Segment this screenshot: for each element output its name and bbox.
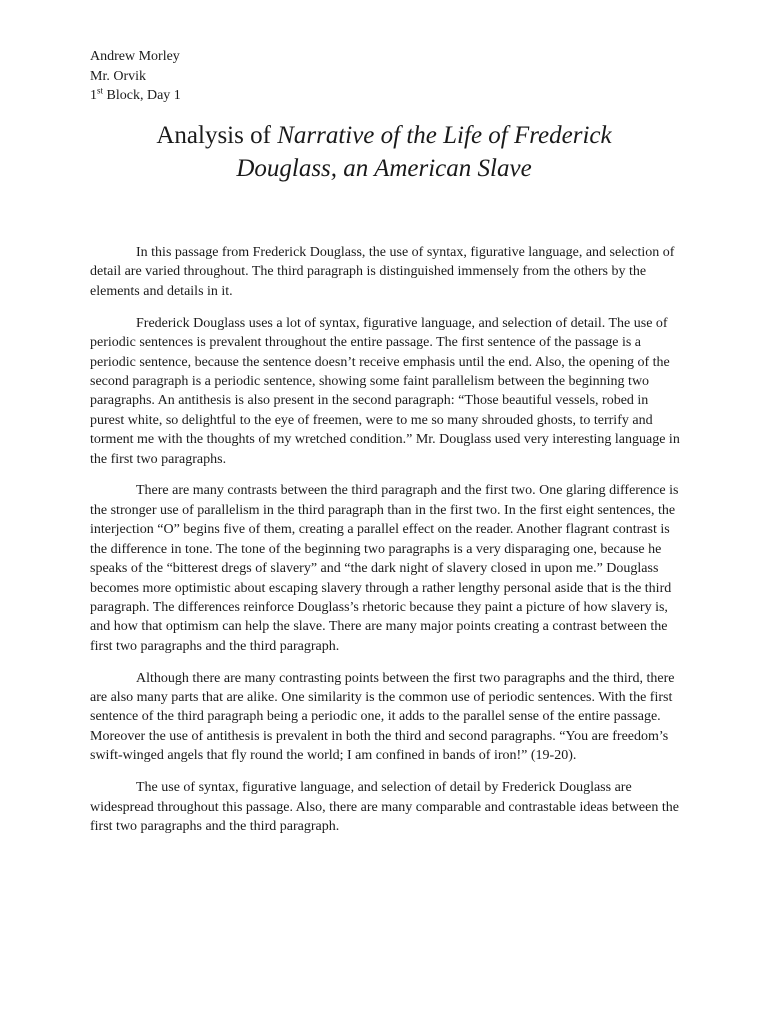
title-prefix: Analysis of xyxy=(156,122,278,149)
paragraph-introduction: In this passage from Frederick Douglass, the use of syntax, figurative language, and selection of detail are varied throughout. The third paragraph is distinguished immensely from the others by the elements and details in it. xyxy=(90,245,675,299)
class-block xyxy=(90,86,181,106)
essay-body xyxy=(90,243,680,849)
block-number: 1 xyxy=(90,88,97,103)
essay-heading xyxy=(90,47,181,106)
title-line-1 xyxy=(90,119,678,152)
paragraph-contrasts: There are many contrasts between the third paragraph and the first two. One glaring difference is the stronger use of parallelism in the third paragraph than in the first two. In the first eight sentences, the interjection “O” begins five of them, creating a parallel effect on the reader. Another flagrant contrast is the difference in tone. The tone of the beginning two paragraphs is a very disparaging one, because he speaks of the “bitterest dregs of slavery” and “the dark night of slavery closed in upon me.” Douglass becomes more optimistic about escaping slavery through a rather lengthy personal aside that is the third paragraph. The differences reinforce Douglass’s rhetoric because they paint a picture of how slavery is, and how that optimism can help the slave. There are many major points creating a contrast between the first two paragraphs and the third paragraph. xyxy=(90,483,679,654)
paragraph-conclusion: The use of syntax, figurative language, and selection of detail by Frederick Douglass are widespread throughout this passage. Also, there are many comparable and contrastable ideas between the first two paragraphs and the third paragraph. xyxy=(90,780,679,834)
essay-title xyxy=(90,119,678,185)
block-ordinal-suffix: st xyxy=(97,85,104,96)
author-name: Andrew Morley xyxy=(90,49,180,64)
paragraph-similarities: Although there are many contrasting points between the first two paragraphs and the third, there are also many parts that are alike. One similarity is the common use of periodic sentences. With the first sentence of the third paragraph being a periodic one, it adds to the parallel sense of the entire passage. Moreover the use of antithesis is prevalent in both the third and second paragraphs. “You are freedom’s swift-winged angels that fly round the world; I am confined in bands of iron!” (19-20). xyxy=(90,670,675,764)
title-line-2 xyxy=(90,152,678,185)
block-day: Block, Day 1 xyxy=(103,88,181,103)
title-work-part-2: Douglass, an American Slave xyxy=(236,155,532,182)
paragraph-syntax-language: Frederick Douglass uses a lot of syntax, figurative language, and selection of detail. The use of periodic sentences is prevalent throughout the entire passage. The first sentence of the passage is a periodic sentence, because the sentence doesn’t receive emphasis until the end. Also, the opening of the second paragraph is a periodic sentence, showing some faint parallelism between the beginning two paragraphs. An antithesis is also present in the second paragraph: “Those beautiful vessels, robed in purest white, so delightful to the eye of freemen, were to me so many shrouded ghosts, to terrify and torment me with the thoughts of my wretched condition.” Mr. Douglass used very interesting language in the first two paragraphs. xyxy=(90,315,680,467)
teacher-name: Mr. Orvik xyxy=(90,68,146,84)
title-work-part-1: Narrative of the Life of Frederick xyxy=(277,122,612,149)
